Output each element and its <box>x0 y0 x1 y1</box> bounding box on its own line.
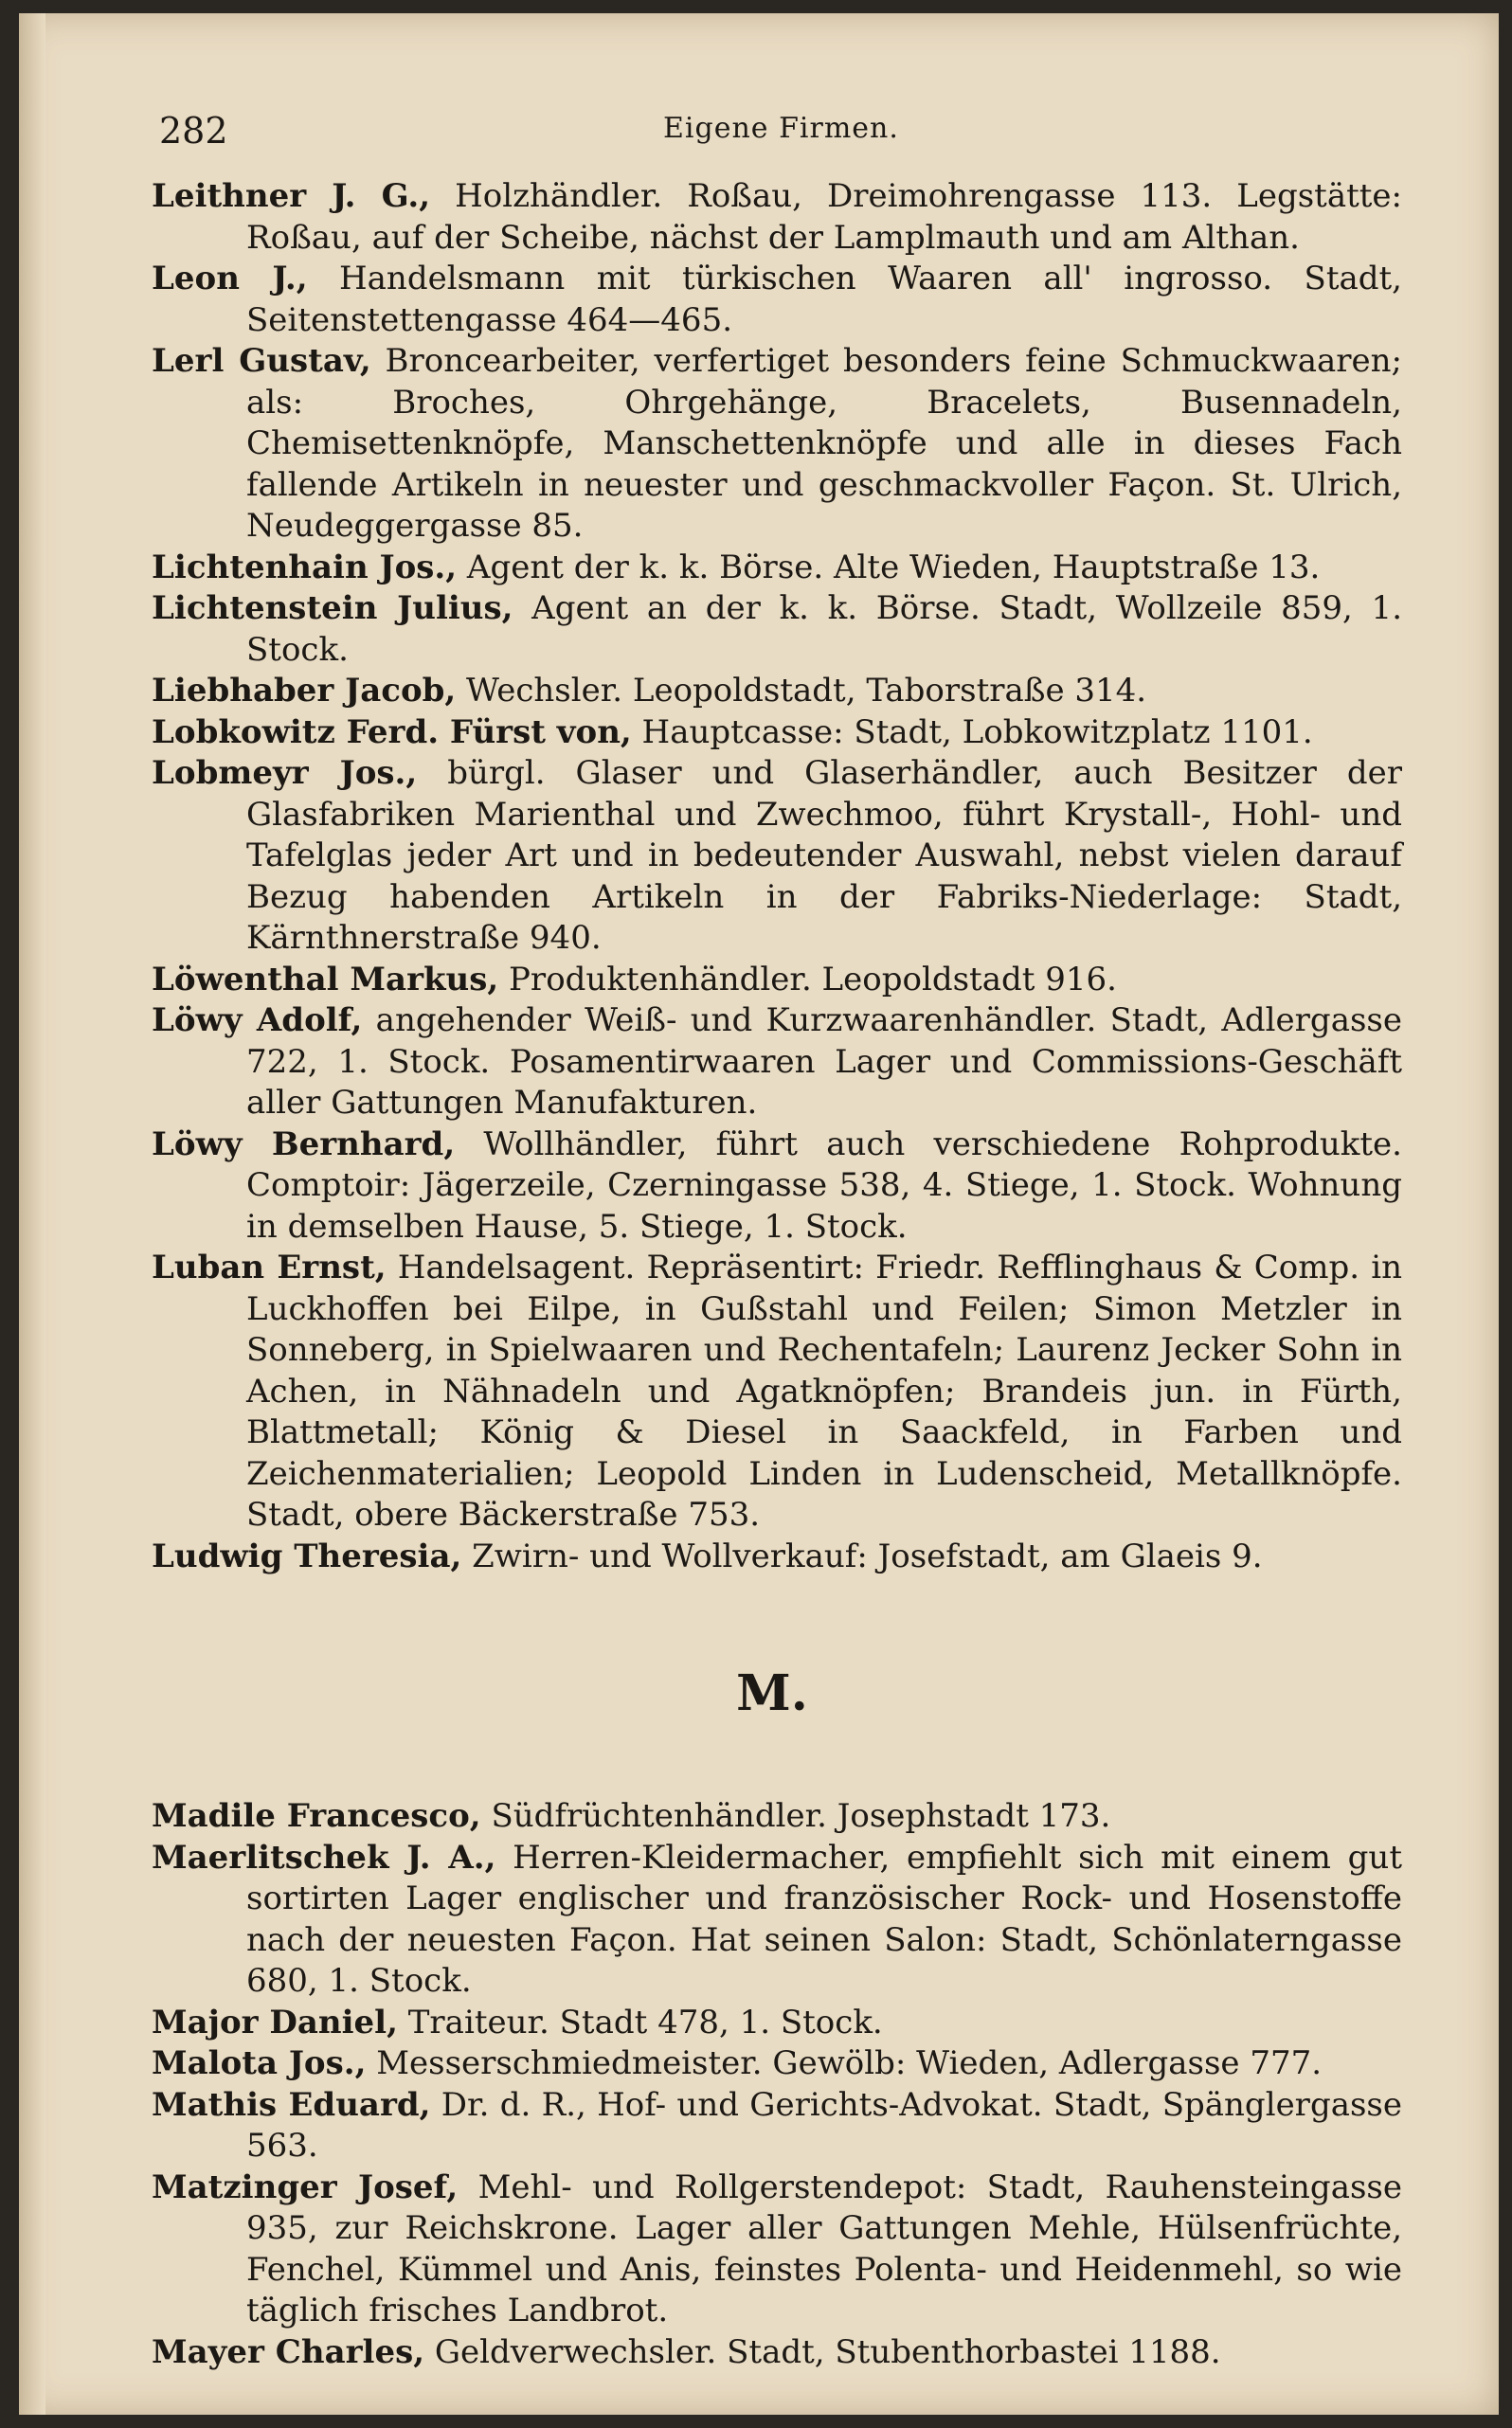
directory-entry <box>152 341 1402 548</box>
entry-name: Löwenthal Markus, <box>152 960 499 998</box>
entry-name: Lobmeyr Jos., <box>152 754 418 792</box>
directory-entry <box>152 1796 1402 1838</box>
entry-name: Maerlitschek J. A., <box>152 1838 496 1877</box>
entry-text: Wechsler. Leopoldstadt, Taborstraße 314. <box>456 672 1147 710</box>
directory-entry <box>152 259 1402 341</box>
directory-entry <box>152 712 1402 754</box>
page-gutter <box>19 13 45 2415</box>
page-number: 282 <box>159 110 228 152</box>
entry-text: Hauptcasse: Stadt, Lobkowitzplatz 1101. <box>631 712 1313 751</box>
entry-text: Traiteur. Stadt 478, 1. Stock. <box>397 2003 883 2041</box>
entry-name: Ludwig Theresia, <box>152 1537 462 1575</box>
entry-text: Dr. d. R., Hof- und Gerichts-Advokat. Stadt, Spänglergasse 563. <box>246 2085 1402 2165</box>
entry-name: Lichtenhain Jos., <box>152 548 458 586</box>
entry-text: Messerschmiedmeister. Gewölb: Wieden, Adlergasse 777. <box>366 2044 1323 2082</box>
directory-entry <box>152 2332 1402 2374</box>
directory-entry <box>152 960 1402 1001</box>
entry-name: Major Daniel, <box>152 2003 398 2041</box>
entry-text: Handelsagent. Repräsentirt: Friedr. Refflinghaus & Comp. in Luckhoffen bei Eilpe, in Gußstahl und Feilen; Simon Metzler in Sonneberg, in Spielwaaren und Rechentafeln; Laurenz Jecker Sohn in Achen, in Nähnadeln und Agatknöpfen; Brandeis jun. in Fürth, Blattmetall; König & Diesel in Saackfeld, in Farben und Zeichenmaterialien; Leopold Linden in Ludenscheid, Metallknöpfe. Stadt, obere Bäckerstraße 753. <box>246 1249 1402 1534</box>
page-content <box>152 100 1402 2373</box>
entry-text: Mehl- und Rollgerstendepot: Stadt, Rauhensteingasse 935, zur Reichskrone. Lager aller Gattungen Mehle, Hülsenfrüchte, Fenchel, Kümmel und Anis, feinstes Polenta- und Heidenmehl, so wie täglich frisches Landbrot. <box>246 2167 1402 2329</box>
entry-text: angehender Weiß- und Kurzwaarenhändler. Stadt, Adlergasse 722, 1. Stock. Posamentirwaaren Lager und Commissions-Geschäft aller Gattungen Manufakturen. <box>246 1001 1402 1122</box>
entry-text: bürgl. Glaser und Glaserhändler, auch Besitzer der Glasfabriken Marienthal und Zwechmoo, führt Krystall-, Hohl- und Tafelglas jeder Art und in bedeutender Auswahl, nebst vielen darauf Bezug habenden Artikeln in der Fabriks-Niederlage: Stadt, Kärnthnerstraße 940. <box>246 754 1402 957</box>
directory-entry <box>152 1000 1402 1124</box>
book-page <box>19 13 1499 2415</box>
entry-name: Lerl Gustav, <box>152 342 371 380</box>
section-letter-heading: M. <box>736 1664 808 1722</box>
entry-name: Leithner J. G., <box>152 177 431 215</box>
entry-name: Mayer Charles, <box>152 2332 425 2371</box>
entry-text: Produktenhändler. Leopoldstadt 916. <box>498 960 1117 998</box>
entry-name: Lichtenstein Julius, <box>152 589 513 627</box>
entry-name: Liebhaber Jacob, <box>152 672 457 710</box>
entry-text: Zwirn- und Wollverkauf: Josefstadt, am Glaeis 9. <box>461 1537 1263 1575</box>
entry-text: Holzhändler. Roßau, Dreimohrengasse 113. Legstätte: Roßau, auf der Scheibe, nächst der Lamplmauth und am Althan. <box>246 177 1402 257</box>
directory-entry <box>152 1537 1402 1578</box>
directory-entry <box>152 753 1402 960</box>
running-title: Eigene Firmen. <box>663 112 899 145</box>
entry-text: Handelsmann mit türkischen Waaren all' ingrosso. Stadt, Seitenstettengasse 464—465. <box>246 260 1402 339</box>
directory-entry <box>152 1248 1402 1537</box>
entry-name: Luban Ernst, <box>152 1249 387 1286</box>
entry-name: Madile Francesco, <box>152 1797 481 1835</box>
entry-text: Agent der k. k. Börse. Alte Wieden, Hauptstraße 13. <box>457 548 1321 586</box>
page-header <box>152 100 1402 157</box>
entry-text: Südfrüchtenhändler. Josephstadt 173. <box>480 1797 1111 1835</box>
directory-section-m <box>152 1796 1402 2373</box>
entry-name: Leon J., <box>152 260 308 297</box>
directory-entry <box>152 2003 1402 2044</box>
directory-entry <box>152 2085 1402 2167</box>
entry-name: Malota Jos., <box>152 2044 367 2082</box>
entry-text: Wollhändler, führt auch verschiedene Rohprodukte. Comptoir: Jägerzeile, Czerningasse 538, 4. Stiege, 1. Stock. Wohnung in demselben Hause, 5. Stiege, 1. Stock. <box>246 1124 1402 1246</box>
entry-name: Löwy Adolf, <box>152 1001 363 1039</box>
entry-text: Broncearbeiter, verfertiget besonders feine Schmuckwaaren; als: Broches, Ohrgehänge, Bracelets, Busennadeln, Chemisettenknöpfe, Manschettenknöpfe und alle in dieses Fach fallende Artikeln in neuester und geschmackvoller Façon. St. Ulrich, Neudeggergasse 85. <box>246 342 1402 545</box>
entry-name: Löwy Bernhard, <box>152 1124 456 1163</box>
directory-entry <box>152 671 1402 712</box>
directory-entry <box>152 2167 1402 2332</box>
directory-entry <box>152 2043 1402 2085</box>
entry-text: Geldverwechsler. Stadt, Stubenthorbastei 1188. <box>424 2332 1221 2371</box>
entry-name: Matzinger Josef, <box>152 2167 459 2206</box>
directory-entry <box>152 588 1402 671</box>
directory-entry <box>152 176 1402 259</box>
directory-entry <box>152 1124 1402 1249</box>
directory-entry <box>152 548 1402 589</box>
directory-section-l <box>152 176 1402 1577</box>
entry-text: Agent an der k. k. Börse. Stadt, Wollzeile 859, 1. Stock. <box>246 589 1402 669</box>
entry-name: Mathis Eduard, <box>152 2085 431 2124</box>
entry-name: Lobkowitz Ferd. Fürst von, <box>152 712 632 751</box>
entry-text: Herren-Kleidermacher, empfiehlt sich mit einem gut sortirten Lager englischer und französischer Rock- und Hosenstoffe nach der neuesten Façon. Hat seinen Salon: Stadt, Schönlaterngasse 680, 1. Stock. <box>246 1838 1402 2000</box>
directory-entry <box>152 1838 1402 2003</box>
